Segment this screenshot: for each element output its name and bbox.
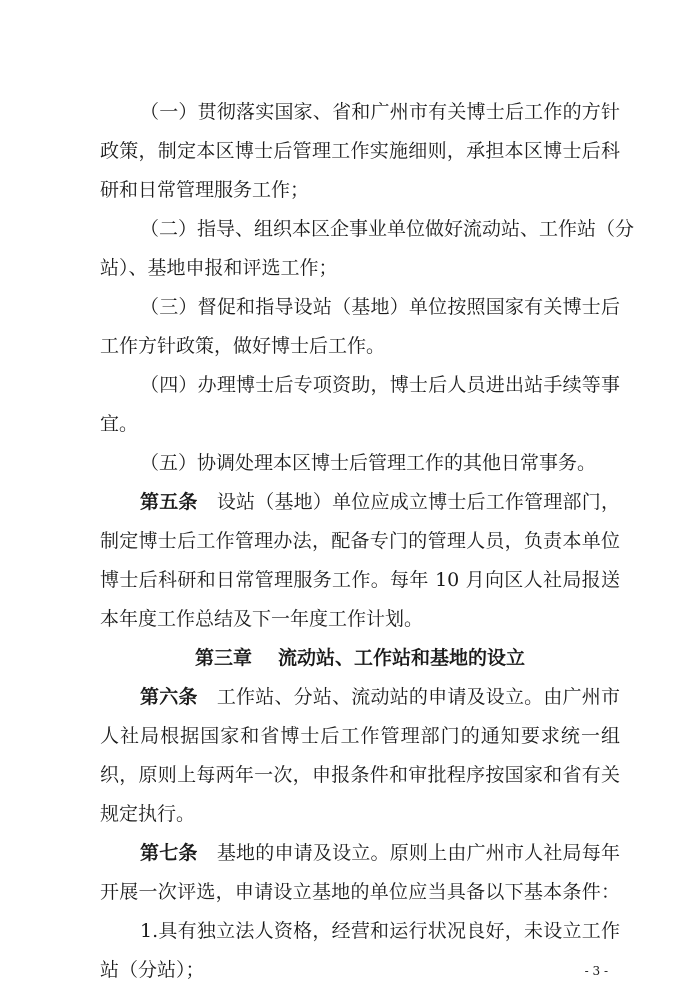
article6-line2: 人社局根据国家和省博士后工作管理部门的通知要求统一组: [100, 725, 620, 747]
item4-line1: （四）办理博士后专项资助，博士后人员进出站手续等事: [140, 374, 620, 396]
article6-line1: [140, 685, 620, 709]
cond1-line1: 1.具有独立法人资格，经营和运行状况良好，未设立工作: [140, 920, 620, 942]
article7-title: 第七条: [140, 842, 198, 864]
item2-line1: （二）指导、组织本区企事业单位做好流动站、工作站（分: [140, 218, 635, 240]
item3-line1: （三）督促和指导设站（基地）单位按照国家有关博士后: [140, 296, 620, 318]
article5-line1-text: 设站（基地）单位应成立博士后工作管理部门，: [197, 491, 620, 513]
article5-line1: [140, 490, 620, 514]
article5-line2: 制定博士后工作管理办法，配备专门的管理人员，负责本单位: [100, 530, 620, 552]
cond1-line2: 站（分站）；: [100, 959, 205, 981]
article7-line2: 开展一次评选，申请设立基地的单位应当具备以下基本条件：: [100, 881, 620, 903]
chapter3-title: 流动站、工作站和基地的设立: [278, 647, 526, 669]
page-number: - 3 -: [584, 964, 608, 978]
chapter3-number: 第三章: [194, 647, 252, 669]
article5-line4: 本年度工作总结及下一年度工作计划。: [100, 608, 424, 630]
item1-line1: （一）贯彻落实国家、省和广州市有关博士后工作的方针: [140, 101, 620, 123]
item1-line3: 研和日常管理服务工作；: [100, 179, 310, 201]
article7-line1-text: 基地的申请及设立。原则上由广州市人社局每年: [197, 842, 620, 864]
item1-line2: 政策，制定本区博士后管理工作实施细则，承担本区博士后科: [100, 140, 620, 162]
item4-line2: 宜。: [100, 413, 139, 435]
article6-line1-text: 工作站、分站、流动站的申请及设立。由广州市: [197, 686, 620, 708]
article5-title: 第五条: [140, 491, 198, 513]
item2-line2: 站）、基地申报和评选工作；: [100, 257, 338, 279]
article6-line3: 织，原则上每两年一次，申报条件和审批程序按国家和省有关: [100, 764, 620, 786]
article6-title: 第六条: [140, 686, 198, 708]
article7-line1: [140, 841, 620, 865]
item3-line2: 工作方针政策，做好博士后工作。: [100, 335, 386, 357]
chapter3-heading: [100, 646, 620, 670]
item5-line1: （五）协调处理本区博士后管理工作的其他日常事务。: [140, 452, 597, 474]
article5-line3: 博士后科研和日常管理服务工作。每年 10 月向区人社局报送: [100, 569, 620, 591]
article6-line4: 规定执行。: [100, 803, 196, 825]
